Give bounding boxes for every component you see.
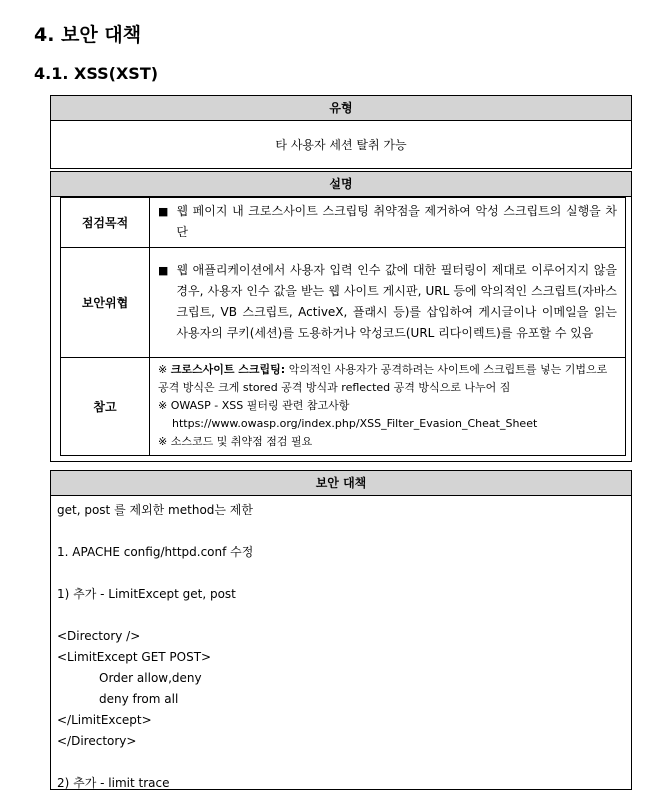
purpose-text: 웹 페이지 내 크로스사이트 스크립팅 취약점을 제거하여 악성 스크립트의 실행을 차단 <box>176 204 617 239</box>
code-line: </LimitExcept> <box>57 713 152 727</box>
code-line: <LimitExcept GET POST> <box>57 650 212 664</box>
code-line: <Directory /> <box>57 629 141 643</box>
note-mark-icon: ※ <box>158 363 168 376</box>
bullet-square-icon: ■ <box>158 205 169 218</box>
reference-url-link[interactable]: https://www.owasp.org/index.php/XSS_Filter_Evasion_Cheat_Sheet <box>172 417 538 430</box>
reference-source-check: 소스코드 및 취약점 점검 필요 <box>170 435 313 448</box>
description-table <box>60 197 626 456</box>
table-row <box>61 358 626 456</box>
purpose-label: 점검목적 <box>61 198 150 248</box>
reference-term: 크로스사이트 스크립팅: <box>170 363 286 376</box>
purpose-cell <box>150 198 626 248</box>
type-body: 타 사용자 세션 탈취 가능 <box>275 138 407 152</box>
measures-section <box>50 470 632 790</box>
note-mark-icon: ※ <box>158 399 168 412</box>
reference-item <box>158 433 617 451</box>
code-line: Order allow,deny <box>99 671 202 685</box>
section-heading: 4. 보안 대책 <box>34 24 142 46</box>
threat-label: 보안위협 <box>61 248 150 358</box>
code-line: 2) 추가 - limit trace <box>57 776 170 790</box>
threat-text: 웹 애플리케이션에서 사용자 입력 인수 값에 대한 필터링이 제대로 이루어지지 않을 경우, 사용자 인수 값을 받는 웹 사이트 게시판, URL 등에 악의적인 스크립트(자바스크립트, VB 스크립트, ActiveX, 플래시 등)를 삽입하여 게시글이나 이메일을 읽는 사용자의 쿠키(세션)를 도용하거나 악성코드(URL 리다이렉트)를 유포할 수 있음 <box>176 263 617 340</box>
code-line <box>57 563 625 584</box>
code-line <box>57 752 625 773</box>
code-line: get, post 를 제외한 method는 제한 <box>57 503 253 517</box>
description-header: 설명 <box>51 172 631 197</box>
type-section <box>50 95 632 169</box>
table-row <box>61 248 626 358</box>
description-section <box>50 171 632 462</box>
code-line: </Directory> <box>57 734 137 748</box>
threat-cell <box>150 248 626 358</box>
type-header: 유형 <box>51 96 631 121</box>
code-line <box>57 521 625 542</box>
measures-header: 보안 대책 <box>51 471 631 496</box>
reference-owasp: OWASP - XSS 필터링 관련 참고사항 <box>170 399 350 412</box>
reference-item <box>158 397 617 415</box>
code-line <box>57 605 625 626</box>
reference-definition: 악의적인 사용자가 공격하려는 사이트에 스크립트를 넣는 기법으로 공격 방식은 크게 stored 공격 방식과 reflected 공격 방식으로 나누어 짐 <box>158 363 608 394</box>
subsection-heading: 4.1. XSS(XST) <box>34 64 159 83</box>
measures-body <box>51 496 631 798</box>
code-line: 1. APACHE config/httpd.conf 수정 <box>57 545 254 559</box>
reference-label: 참고 <box>61 358 150 456</box>
table-row <box>61 198 626 248</box>
code-line: 1) 추가 - LimitExcept get, post <box>57 587 236 601</box>
note-mark-icon: ※ <box>158 435 168 448</box>
code-line: deny from all <box>99 692 179 706</box>
bullet-square-icon: ■ <box>158 264 169 277</box>
reference-cell <box>150 358 626 456</box>
reference-item <box>158 361 617 397</box>
